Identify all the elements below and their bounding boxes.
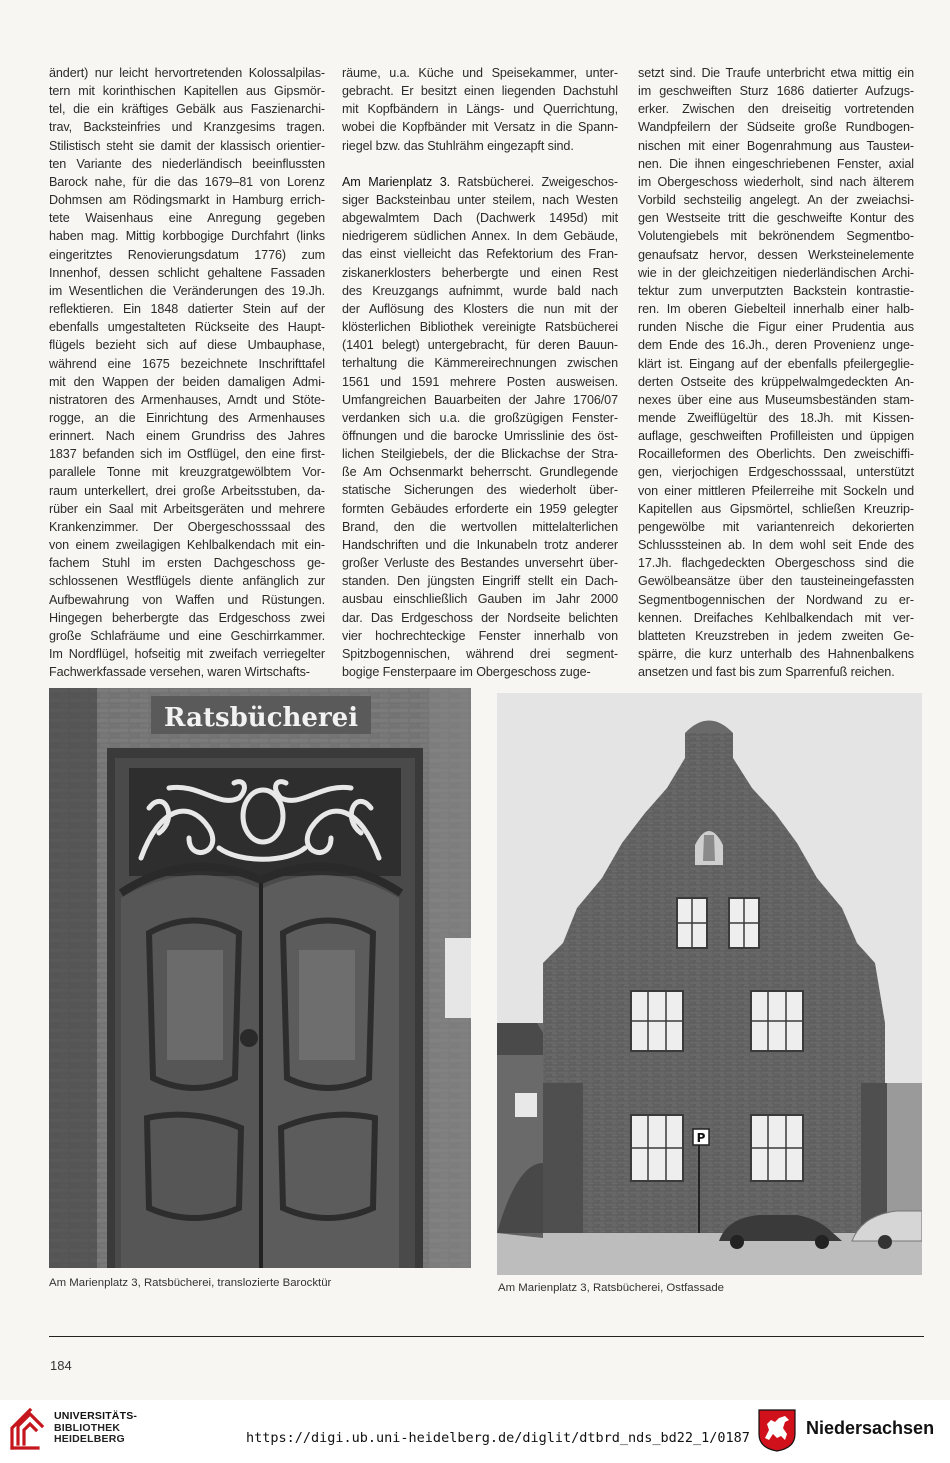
- ub-name-line-3: HEIDELBERG: [54, 1433, 125, 1445]
- text-line: Volutengiebels mit bekrönendem Segmentbo-: [638, 229, 914, 244]
- text-line: bogige Fensterpaare im Obergeschoss zuge-: [342, 665, 591, 679]
- text-line: ebenfalls umgestalteten Rückseite des Haupt-: [49, 320, 325, 335]
- parking-sign-text: P: [696, 1131, 706, 1145]
- text-line: Innenhof, dessen schlicht gehaltene Fassaden: [49, 265, 325, 280]
- paragraph-gap: [342, 155, 618, 173]
- text-line: parallele Tonne mit kreuzgratgewölbtem Vor-: [49, 465, 325, 480]
- text-line: Schlusssteinen ab. In dem wohl seit Ende des: [638, 538, 914, 553]
- text-line: 17.Jh. flachgedeckten Obergeschoss sind die: [638, 556, 914, 571]
- entry-heading-line: [342, 173, 618, 191]
- text-line: pengewölbe mit variantenreich dekorierten: [638, 519, 914, 534]
- text-line: Wandpfeilern der Südseite große Rundbogen-: [638, 120, 914, 135]
- text-line: 1837 befanden sich im Ostflügel, den eine first-: [49, 447, 325, 462]
- text-line: Umfangreichen Bauarbeiten der Jahre 1706/07: [342, 392, 618, 407]
- text-line: ändert) nur leicht hervortretenden Kolossalpilas-: [49, 66, 325, 80]
- text-line: Krankenzimmer. Der Obergeschosssaal des: [49, 519, 325, 534]
- text-line: standen. Den jüngsten Eingriff stellt ein Dach-: [342, 574, 618, 589]
- entry-first-line: Ratsbücherei. Zweigeschos-: [450, 174, 618, 189]
- text-line: wie in der gleichzeitigen niederländischen Archi-: [638, 265, 914, 280]
- text-line: gen Westseite tritt die geschweifte Kontur des: [638, 211, 914, 226]
- text-line: Vorbild sechsteilig angelegt. An der zweiachsi-: [638, 193, 914, 208]
- text-line: reflektieren. Ein 1848 datierter Stein auf der: [49, 302, 325, 317]
- text-line: eingeritztes Renovierungsdatum 1776) zum: [49, 247, 325, 262]
- text-line: tel, die ein kräftiges Gebälk aus Faszienarchi-: [49, 102, 325, 117]
- text-line: raum unterkellert, drei große Arbeitsstuben, da-: [49, 483, 325, 498]
- text-line: ße Am Ochsenmarkt beherrscht. Grundlegende: [342, 465, 618, 480]
- text-line: großer Verluste des Bestandes unversehrt über-: [342, 556, 618, 571]
- text-line: terhaltung die Kämmereirechnungen zwischen: [342, 356, 618, 371]
- text-line: Spitzbogennischen, während drei segment-: [342, 646, 618, 661]
- niedersachsen-horse-icon[interactable]: [757, 1408, 797, 1452]
- text-column-left: [49, 64, 325, 681]
- text-line: das einst vielleicht das Refektorium des Fran-: [342, 247, 618, 262]
- text-line: trav, Backsteinfries und Kranzgesims tragen.: [49, 120, 325, 135]
- source-url-link[interactable]: https://digi.ub.uni-heidelberg.de/diglit/dtbrd_nds_bd22_1/0187: [246, 1430, 750, 1446]
- text-line: ziskanerklosters beherbergte und einen Rest: [342, 265, 618, 280]
- text-line: Gewölbeansätze über den tausteineingefassten: [638, 574, 914, 589]
- caption-right: Am Marienplatz 3, Ratsbücherei, Ostfassade: [498, 1282, 725, 1294]
- text-line: erinnert. Nach einem Grundriss des Jahres: [49, 429, 325, 444]
- niedersachsen-name: Niedersachsen: [806, 1418, 935, 1438]
- text-column-right: [638, 64, 914, 681]
- text-line: lichen Steilgiebels, der die Blickachse der Stra-: [342, 447, 618, 462]
- text-line: runden Nische die Figur einer Prudentia aus: [638, 320, 914, 335]
- text-line: rogge, an die Einrichtung des Armenhauses: [49, 410, 325, 425]
- text-line: von einer mittleren Pfeilerreihe mit Sockeln und: [638, 483, 914, 498]
- text-line: schlossenen Westflügels diente anfänglich zur: [49, 574, 325, 589]
- text-line: Stilistisch steht sie damit der klassisch orientier-: [49, 138, 325, 153]
- text-line: tern mit korinthischen Kapitellen aus Gipsmör-: [49, 84, 325, 99]
- text-line: nexes über eine aus Museumsbeständen stam-: [638, 392, 914, 407]
- text-line: nistratoren des Armenhauses, Arndt und Stöte-: [49, 392, 325, 407]
- text-line: dar. Das Erdgeschoss der Nordseite belichten: [342, 610, 618, 625]
- text-line: fachem Stuhl im ersten Dachgeschoss ge-: [49, 556, 325, 571]
- text-line: rüber ein Saal mit Arbeitsgeräten und mehrere: [49, 501, 325, 516]
- page-number: 184: [50, 1358, 72, 1373]
- text-line: siger Backsteinbau unter steilem, nach Westen: [342, 192, 618, 207]
- text-line: nen. Die ihnen eingeschriebenen Fenster, axial: [638, 156, 914, 171]
- text-line: riegel bzw. das Stuhlrähm eingezapft sind.: [342, 138, 574, 153]
- text-line: Handschriften und die Inkunabeln trotz anderer: [342, 537, 618, 552]
- photo-east-facade: [497, 693, 922, 1275]
- door-sign-text: Ratsbücherei: [163, 703, 359, 733]
- text-line: mende Zweiflügeltür des 18.Jh. mit Kissen-: [638, 410, 914, 425]
- text-line: große Schlafräume und eine Geschirrkammer.: [49, 628, 325, 643]
- text-line: gen, vierjochigen Erdgeschosssaal, unterstützt: [638, 465, 914, 480]
- text-line: flügels bezieht sich auf diese Umbauphase,: [49, 338, 325, 353]
- text-line: 1561 und 1591 mehrere Posten ausweisen.: [342, 374, 618, 389]
- text-line: niedrigerem südlichen Annex. In dem Gebäude,: [342, 229, 618, 244]
- text-line: dem Ende des 16.Jh., deren Provenienz unge-: [638, 338, 914, 353]
- text-line: während eine 1675 bezeichnete Inschrifttafel: [49, 356, 325, 371]
- text-line: tektur zum unverputzten Backstein kontrastie-: [638, 283, 914, 298]
- text-line: mit den Wappen der beiden damaligen Admi-: [49, 374, 325, 389]
- text-line: setzt sind. Die Traufe unterbricht etwa mittig ein: [638, 66, 914, 80]
- text-line: Barock nahe, für die das 1679–81 von Lorenz: [49, 174, 325, 189]
- text-line: ren. Im oberen Giebelteil innerhalb einer halb-: [638, 302, 914, 317]
- entry-heading: Am Marienplatz 3.: [342, 174, 451, 189]
- text-line: blatteten Kreuzstreben in jedem zweiten Ge-: [638, 628, 914, 643]
- footer-rule: [49, 1336, 924, 1337]
- text-line: der Auflösung des Klosters die nun mit der: [342, 301, 618, 316]
- ub-name-line-2: BIBLIOTHEK: [54, 1421, 121, 1434]
- text-line: ausbau einschließlich Gauben im Jahr 2000: [342, 592, 618, 607]
- text-line: wobei die Kopfbänder mit Versatz in die Spann-: [342, 120, 618, 135]
- text-line: im Obergeschoss wiederholt, sind nach älterem: [638, 174, 914, 189]
- text-line: formten Gebäudes erforderte ein 1959 gelegter: [342, 501, 618, 516]
- viewer-footer: [0, 1400, 950, 1463]
- text-line: im geschweiften Sturz 1686 datierter Aufzugs-: [638, 84, 914, 99]
- text-line: auflage, geschweiften Profilleisten und üppigen: [638, 429, 914, 444]
- text-line: vier hochrechteckige Fenster innerhalb von: [342, 628, 618, 643]
- text-line: Brand, den die wertvollen mittelalterlichen: [342, 519, 618, 534]
- text-line: gebracht. Er besitzt einen liegenden Dachstuhl: [342, 84, 618, 99]
- university-library-name: [54, 1411, 137, 1446]
- text-line: ansetzen und fast bis zum Sparrenfuß reichen.: [638, 665, 895, 680]
- photo-baroque-door: [49, 688, 471, 1268]
- text-line: mit Kopfbändern in Längs- und Querrichtung,: [342, 102, 618, 117]
- text-line: Fachwerkfassade versehen, waren Wirtschafts-: [49, 665, 310, 680]
- text-column-middle: [342, 64, 618, 681]
- text-line: derten Ostseite des krüppelwalmgedeckten An-: [638, 374, 914, 389]
- text-line: statische Sicherungen des wiederholt über-: [342, 483, 618, 498]
- text-line: klösterlichen Bibliothek vereinigte Ratsbücherei: [342, 320, 618, 335]
- text-line: abgewalmtem Dach (Dachwerk 1495d) mit: [342, 211, 618, 226]
- text-line: (1401 belegt) untergebracht, für deren Bauun-: [342, 338, 618, 353]
- text-line: Segmentbogennischen der Nordwand zu er-: [638, 592, 914, 607]
- text-line: verdanken sich u.a. die großzügigen Fenster-: [342, 410, 618, 425]
- text-line: Rocailleformen des Oberlichts. Den zweischiffi-: [638, 447, 914, 462]
- text-line: des Kreuzgangs aufnimmt, wurde bald nach: [342, 283, 618, 298]
- text-line: räume, u.a. Küche und Speisekammer, unter-: [342, 66, 618, 80]
- caption-left: Am Marienplatz 3, Ratsbücherei, translozierte Barocktür: [49, 1277, 332, 1289]
- text-line: tete Waisenhaus eine Anregung gegeben: [49, 211, 325, 226]
- text-line: klärt ist. Eingang auf der ebenfalls pfeilergeglie-: [638, 356, 914, 371]
- text-line: Im Nordflügel, hofseitig mit zweifach verriegelter: [49, 647, 325, 661]
- text-line: nischen mit einer Bogenrahmung aus Tausteи-: [638, 138, 914, 153]
- text-line: im Wesentlichen die Veränderungen des 19.Jh.: [49, 283, 325, 298]
- text-line: spärre, die kurz unterhalb des Hahnenbalkens: [638, 647, 914, 661]
- text-line: haben mag. Mittig korbbogige Durchfahrt (links: [49, 229, 325, 244]
- ub-name-line-1: UNIVERSITÄTS-: [54, 1410, 138, 1422]
- text-line: Dohmsen am Rödingsmarkt in Hamburg errich-: [49, 193, 325, 208]
- text-line: genaufsatz hervor, dessen Werksteinelemente: [638, 247, 914, 262]
- text-line: Aufbewahrung von Waffen und Rüstungen.: [49, 592, 325, 607]
- text-line: ten Variante des niederländisch beeinflussten: [49, 156, 325, 171]
- text-line: von einem zweilagigen Kehlbalkendach mit ein-: [49, 538, 325, 553]
- university-library-logo-icon[interactable]: [8, 1406, 52, 1452]
- text-line: Kapitellen aus Gipsmörtel, schließen Kreuzrip-: [638, 501, 914, 516]
- text-line: erker. Zwischen den dreiseitig vortretenden: [638, 102, 914, 117]
- text-line: öffnungen und die barocke Umrisslinie des öst-: [342, 428, 618, 443]
- text-line: kennen. Dreifaches Kehlbalkendach mit ver-: [638, 610, 914, 625]
- text-line: Hingegen beherbergte das Erdgeschoss zwei: [49, 610, 325, 625]
